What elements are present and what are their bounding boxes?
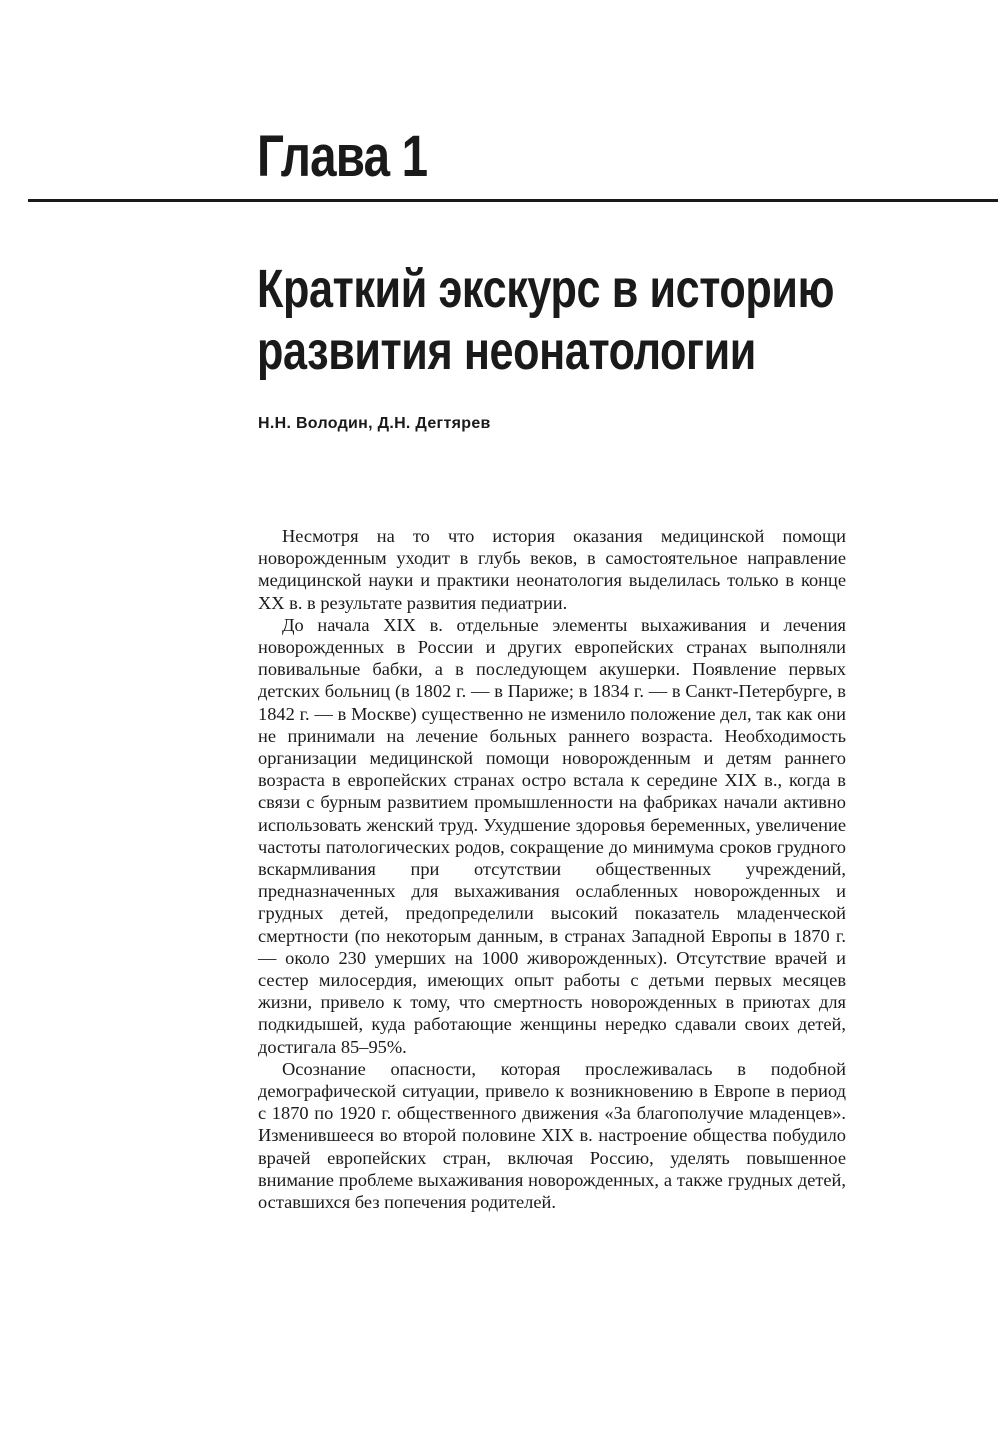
body-paragraph-3: Осознание опасности, которая прослеживалась в подобной демографической ситуации, привело к возникновению в Европе в период с 1870 по 1920 г. общественного движения «За благополучие младенцев». Изменившееся во второй половине XIX в. настроение общества побудило врачей европейских стран, включая Россию, уделять повышенное внимание проблеме выхаживания новорожденных, а также грудных детей, оставшихся без попечения родителей.: [258, 1058, 846, 1213]
chapter-title-line-2: развития неонатологии: [257, 321, 756, 381]
chapter-title-line-1: Краткий экскурс в историю: [257, 259, 835, 319]
chapter-label: Глава 1: [257, 124, 428, 189]
chapter-divider: [28, 199, 998, 202]
chapter-title: [257, 258, 834, 382]
chapter-authors: Н.Н. Володин, Д.Н. Дегтярев: [258, 415, 491, 432]
body-paragraph-1: Несмотря на то что история оказания медицинской помощи новорожденным уходит в глубь веков, в самостоятельное направление медицинской науки и практики неонатология выделилась только в конце XX в. в результате развития педиатрии.: [258, 526, 846, 613]
chapter-body: [258, 525, 846, 1213]
body-paragraph-2: До начала XIX в. отдельные элементы выхаживания и лечения новорожденных в России и других европейских странах выполняли повивальные бабки, а в последующем акушерки. Появление первых детских больниц (в 1802 г. — в Париже; в 1834 г. — в Санкт-Петербурге, в 1842 г. — в Москве) существенно не изменило положение дел, так как они не принимали на лечение больных раннего возраста. Необходимость организации медицинской помощи новорожденным и детям раннего возраста в европейских странах остро встала к середине XIX в., когда в связи с бурным развитием промышленности на фабриках начали активно использовать женский труд. Ухудшение здоровья беременных, увеличение частоты патологических родов, сокращение до минимума сроков грудного вскармливания при отсутствии общественных учреждений, предназначенных для выхаживания ослабленных новорожденных и грудных детей, предопределили высокий показатель младенческой смертности (по некоторым данным, в странах Западной Европы в 1870 г. — около 230 умерших на 1000 живорожденных). Отсутствие врачей и сестер милосердия, имеющих опыт работы с детьми первых месяцев жизни, привело к тому, что смертность новорожденных в приютах для подкидышей, куда работающие женщины нередко сдавали своих детей, достигала 85–95%.: [258, 614, 846, 1057]
